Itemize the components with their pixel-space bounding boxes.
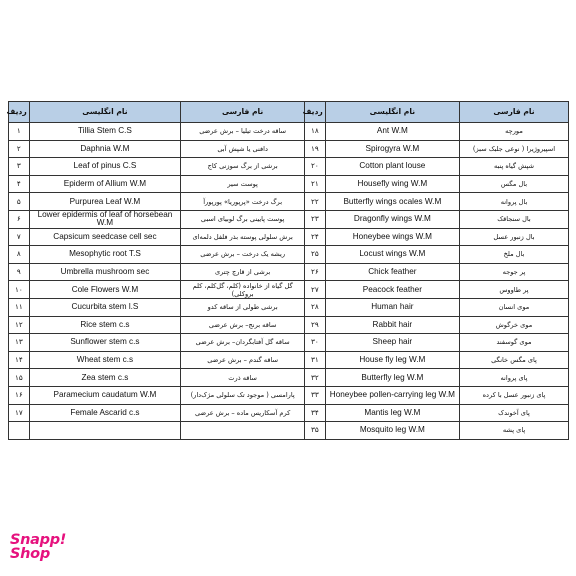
persian-name-cell: ساقه برنج– برش عرضی bbox=[181, 316, 305, 334]
english-name-cell: Chick feather bbox=[325, 263, 459, 281]
persian-name-cell: بال پروانه bbox=[459, 193, 568, 211]
english-name-cell: Mosquito leg W.M bbox=[325, 422, 459, 440]
persian-name-cell: پوست پایینی برگ لوبیای اسبی bbox=[181, 210, 305, 228]
row-number-cell: ۲۴ bbox=[305, 228, 326, 246]
persian-name-cell: ساقه درخت تیلیا – برش عرضی bbox=[181, 123, 305, 141]
table-row bbox=[9, 404, 569, 422]
english-name-cell: House fly leg W.M bbox=[325, 351, 459, 369]
english-name-cell: Locust wings W.M bbox=[325, 246, 459, 264]
logo-line-2: Shop bbox=[10, 546, 50, 562]
english-name-cell: Butterfly leg W.M bbox=[325, 369, 459, 387]
persian-name-cell: موی خرگوش bbox=[459, 316, 568, 334]
row-number-cell: ۲۳ bbox=[305, 210, 326, 228]
english-name-cell: Honeybee wings W.M bbox=[325, 228, 459, 246]
english-name-cell: Sheep hair bbox=[325, 334, 459, 352]
persian-name-cell: اسپیروژیرا ( نوعی جلبک سبز) bbox=[459, 140, 568, 158]
persian-name-cell: دافنی یا شپش آبی bbox=[181, 140, 305, 158]
english-name-cell: Lower epidermis of leaf of horsebean W.M bbox=[29, 210, 180, 228]
english-name-cell: Cotton plant louse bbox=[325, 158, 459, 176]
persian-name-cell: برشی طولی از ساقه کدو bbox=[181, 298, 305, 316]
english-name-cell: Dragonfly wings W.M bbox=[325, 210, 459, 228]
header-persian-name: نام فارسی bbox=[181, 102, 305, 123]
persian-name-cell: موی گوسفند bbox=[459, 334, 568, 352]
persian-name-cell: ساقه ذرت bbox=[181, 369, 305, 387]
table-row bbox=[9, 175, 569, 193]
persian-name-cell: برش سلولی پوسته بذر فلفل دلمه‌ای bbox=[181, 228, 305, 246]
row-number-cell: ۲۰ bbox=[305, 158, 326, 176]
row-number-cell bbox=[9, 422, 30, 440]
row-number-cell: ۵ bbox=[9, 193, 30, 211]
english-name-cell: Purpurea Leaf W.M bbox=[29, 193, 180, 211]
english-name-cell bbox=[29, 422, 180, 440]
row-number-cell: ۱۳ bbox=[9, 334, 30, 352]
persian-name-cell: برشی از قارچ چتری bbox=[181, 263, 305, 281]
row-number-cell: ۳۳ bbox=[305, 386, 326, 404]
english-name-cell: Tillia Stem C.S bbox=[29, 123, 180, 141]
english-name-cell: Rabbit hair bbox=[325, 316, 459, 334]
english-name-cell: Honeybee pollen-carrying leg W.M bbox=[325, 386, 459, 404]
header-row-number: ردیف bbox=[9, 102, 30, 123]
english-name-cell: Butterfly wings ocales W.M bbox=[325, 193, 459, 211]
header-english-name: نام انگلیسی bbox=[325, 102, 459, 123]
row-number-cell: ۱۲ bbox=[9, 316, 30, 334]
english-name-cell: Spirogyra W.M bbox=[325, 140, 459, 158]
header-row-number: ردیف bbox=[305, 102, 326, 123]
row-number-cell: ۱۱ bbox=[9, 298, 30, 316]
persian-name-cell: بال سنجاقک bbox=[459, 210, 568, 228]
row-number-cell: ۳۰ bbox=[305, 334, 326, 352]
table-row bbox=[9, 422, 569, 440]
row-number-cell: ۳ bbox=[9, 158, 30, 176]
table-row bbox=[9, 158, 569, 176]
english-name-cell: Umbrella mushroom sec bbox=[29, 263, 180, 281]
english-name-cell: Rice stem c.s bbox=[29, 316, 180, 334]
header-persian-name: نام فارسی bbox=[459, 102, 568, 123]
persian-name-cell: شپش گیاه پنبه bbox=[459, 158, 568, 176]
row-number-cell: ۹ bbox=[9, 263, 30, 281]
table-row bbox=[9, 263, 569, 281]
persian-name-cell: مورچه bbox=[459, 123, 568, 141]
row-number-cell: ۱۷ bbox=[9, 404, 30, 422]
row-number-cell: ۲ bbox=[9, 140, 30, 158]
english-name-cell: Wheat stem c.s bbox=[29, 351, 180, 369]
row-number-cell: ۱ bbox=[9, 123, 30, 141]
row-number-cell: ۱۴ bbox=[9, 351, 30, 369]
row-number-cell: ۳۴ bbox=[305, 404, 326, 422]
persian-name-cell: پای پشه bbox=[459, 422, 568, 440]
english-name-cell: Human hair bbox=[325, 298, 459, 316]
persian-name-cell: برگ درخت «پرپوریا» پورپورآ bbox=[181, 193, 305, 211]
persian-name-cell: موی انسان bbox=[459, 298, 568, 316]
row-number-cell: ۳۲ bbox=[305, 369, 326, 387]
table-row bbox=[9, 228, 569, 246]
row-number-cell: ۲۲ bbox=[305, 193, 326, 211]
persian-name-cell: کرم آسکاریس ماده – برش عرضی bbox=[181, 404, 305, 422]
english-name-cell: Paramecium caudatum W.M bbox=[29, 386, 180, 404]
table-row bbox=[9, 210, 569, 228]
english-name-cell: Peacock feather bbox=[325, 281, 459, 299]
persian-name-cell: پای زنبور عسل با کرده bbox=[459, 386, 568, 404]
snappshop-logo bbox=[10, 533, 90, 561]
persian-name-cell: ساقه گندم – برش عرضی bbox=[181, 351, 305, 369]
english-name-cell: Sunflower stem c.s bbox=[29, 334, 180, 352]
table-row bbox=[9, 281, 569, 299]
product-table-container bbox=[8, 101, 569, 440]
header-english-name: نام انگلیسی bbox=[29, 102, 180, 123]
row-number-cell: ۲۸ bbox=[305, 298, 326, 316]
table-row bbox=[9, 386, 569, 404]
table-row bbox=[9, 298, 569, 316]
row-number-cell: ۴ bbox=[9, 175, 30, 193]
persian-name-cell: ریشه یک درخت – برش عرضی bbox=[181, 246, 305, 264]
persian-name-cell: بال مگس bbox=[459, 175, 568, 193]
row-number-cell: ۲۵ bbox=[305, 246, 326, 264]
logo-line-1: Snapp! bbox=[10, 532, 67, 548]
row-number-cell: ۱۹ bbox=[305, 140, 326, 158]
row-number-cell: ۳۵ bbox=[305, 422, 326, 440]
persian-name-cell: بال زنبور عسل bbox=[459, 228, 568, 246]
persian-name-cell: پر طاووس bbox=[459, 281, 568, 299]
row-number-cell: ۱۰ bbox=[9, 281, 30, 299]
english-name-cell: Zea stem c.s bbox=[29, 369, 180, 387]
slides-table bbox=[8, 101, 569, 440]
english-name-cell: Daphnia W.M bbox=[29, 140, 180, 158]
persian-name-cell: پای آخوندک bbox=[459, 404, 568, 422]
persian-name-cell: پای مگس خانگی bbox=[459, 351, 568, 369]
english-name-cell: Ant W.M bbox=[325, 123, 459, 141]
row-number-cell: ۲۱ bbox=[305, 175, 326, 193]
english-name-cell: Cucurbita stem l.S bbox=[29, 298, 180, 316]
persian-name-cell: پر جوجه bbox=[459, 263, 568, 281]
english-name-cell: Cole Flowers W.M bbox=[29, 281, 180, 299]
persian-name-cell: ساقه گل آفتابگردان– برش عرضی bbox=[181, 334, 305, 352]
persian-name-cell: بال ملخ bbox=[459, 246, 568, 264]
table-body bbox=[9, 123, 569, 440]
english-name-cell: Epiderm of Allium W.M bbox=[29, 175, 180, 193]
persian-name-cell: پای پروانه bbox=[459, 369, 568, 387]
row-number-cell: ۱۸ bbox=[305, 123, 326, 141]
row-number-cell: ۱۶ bbox=[9, 386, 30, 404]
english-name-cell: Female Ascarid c.s bbox=[29, 404, 180, 422]
table-row bbox=[9, 246, 569, 264]
table-row bbox=[9, 351, 569, 369]
persian-name-cell: پارامسی ( موجود تک سلولی مژک‌دار) bbox=[181, 386, 305, 404]
table-row bbox=[9, 316, 569, 334]
table-row bbox=[9, 334, 569, 352]
table-row bbox=[9, 369, 569, 387]
persian-name-cell: گل گیاه از خانواده (کلم، گل‌کلم، کلم بروکلی) bbox=[181, 281, 305, 299]
table-row bbox=[9, 193, 569, 211]
row-number-cell: ۲۹ bbox=[305, 316, 326, 334]
row-number-cell: ۳۱ bbox=[305, 351, 326, 369]
english-name-cell: Housefly wing W.M bbox=[325, 175, 459, 193]
table-header-row bbox=[9, 102, 569, 123]
table-row bbox=[9, 140, 569, 158]
row-number-cell: ۲۷ bbox=[305, 281, 326, 299]
english-name-cell: Capsicum seedcase cell sec bbox=[29, 228, 180, 246]
persian-name-cell: پوست سیر bbox=[181, 175, 305, 193]
table-row bbox=[9, 123, 569, 141]
persian-name-cell bbox=[181, 422, 305, 440]
english-name-cell: Leaf of pinus C.S bbox=[29, 158, 180, 176]
english-name-cell: Mesophytic root T.S bbox=[29, 246, 180, 264]
row-number-cell: ۲۶ bbox=[305, 263, 326, 281]
row-number-cell: ۱۵ bbox=[9, 369, 30, 387]
persian-name-cell: برشی از برگ سوزنی کاج bbox=[181, 158, 305, 176]
row-number-cell: ۶ bbox=[9, 210, 30, 228]
row-number-cell: ۷ bbox=[9, 228, 30, 246]
row-number-cell: ۸ bbox=[9, 246, 30, 264]
english-name-cell: Mantis leg W.M bbox=[325, 404, 459, 422]
